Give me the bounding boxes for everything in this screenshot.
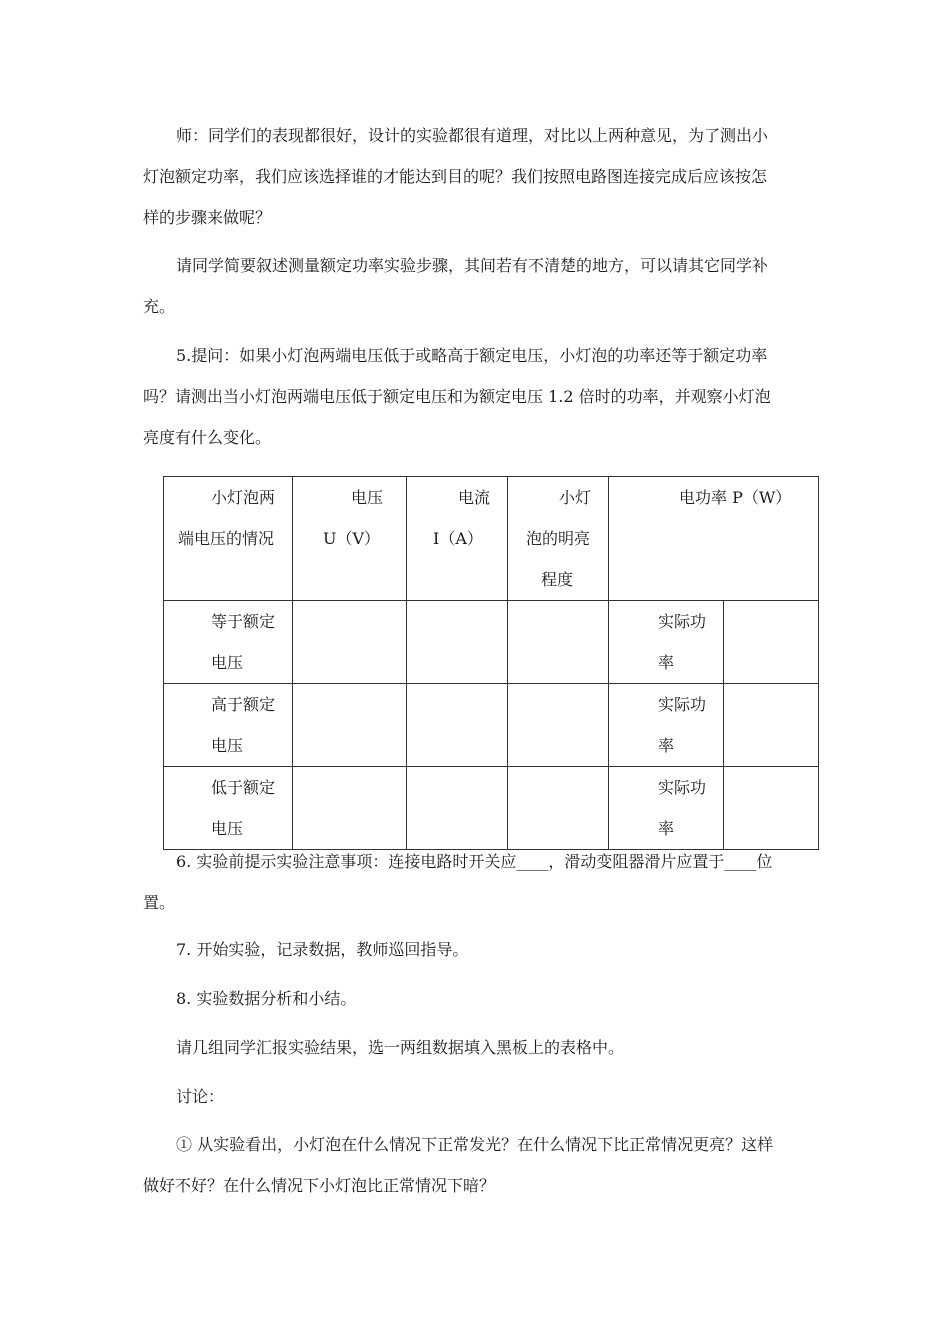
cell-power-value (724, 601, 819, 684)
cell-voltage (293, 767, 407, 850)
row-condition: 低于额定 电压 (164, 767, 293, 850)
table-row (164, 767, 819, 850)
paragraph-step-5: 5.提问：如果小灯泡两端电压低于或略高于额定电压，小灯泡的功率还等于额定功率 吗？请测出当小灯泡两端电压低于额定电压和为额定电压 1.2 倍时的功率，并观察小灯泡 亮度有什么变化。 (143, 346, 771, 447)
paragraph-step-6: 6. 实验前提示实验注意事项：连接电路时开关应____，滑动变阻器滑片应置于____位 置。 (143, 852, 773, 912)
table-row (164, 684, 819, 767)
paragraph-report: 请几组同学汇报实验结果，选一两组数据填入黑板上的表格中。 (176, 1038, 625, 1057)
row-condition: 等于额定 电压 (164, 601, 293, 684)
header-brightness: 小灯 泡的明亮 程度 (508, 477, 609, 601)
cell-power-label: 实际功 率 (609, 684, 724, 767)
cell-brightness (508, 767, 609, 850)
header-power: 电功率 P（W） (609, 477, 819, 601)
cell-voltage (293, 601, 407, 684)
header-current: 电流 I（A） (407, 477, 508, 601)
cell-power-label: 实际功 率 (609, 767, 724, 850)
cell-current (407, 684, 508, 767)
row-condition: 高于额定 电压 (164, 684, 293, 767)
paragraph-discussion-heading: 讨论： (176, 1087, 225, 1106)
header-voltage: 电压 U（V） (293, 477, 407, 601)
paragraph-discussion-question: ① 从实验看出，小灯泡在什么情况下正常发光？在什么情况下比正常情况更亮？这样 做好不好？在什么情况下小灯泡比正常情况下暗？ (143, 1135, 774, 1195)
paragraph-step-7: 7. 开始实验，记录数据，教师巡回指导。 (176, 940, 469, 959)
paragraph-teacher-question: 师：同学们的表现都很好，设计的实验都很有道理，对比以上两种意见，为了测出小 灯泡额定功率，我们应该选择谁的才能达到目的呢？我们按照电路图连接完成后应该按怎 样的步骤来做呢？ (143, 126, 769, 227)
table-row (164, 601, 819, 684)
cell-power-value (724, 767, 819, 850)
header-condition: 小灯泡两 端电压的情况 (164, 477, 293, 601)
table-header-row (164, 477, 819, 601)
cell-power-label: 实际功 率 (609, 601, 724, 684)
cell-voltage (293, 684, 407, 767)
paragraph-describe-steps: 请同学简要叙述测量额定功率实验步骤，其间若有不清楚的地方，可以请其它同学补 充。 (143, 256, 769, 316)
cell-current (407, 601, 508, 684)
experiment-data-table (163, 476, 819, 850)
cell-brightness (508, 684, 609, 767)
cell-brightness (508, 601, 609, 684)
cell-power-value (724, 684, 819, 767)
paragraph-step-8: 8. 实验数据分析和小结。 (176, 989, 357, 1008)
cell-current (407, 767, 508, 850)
